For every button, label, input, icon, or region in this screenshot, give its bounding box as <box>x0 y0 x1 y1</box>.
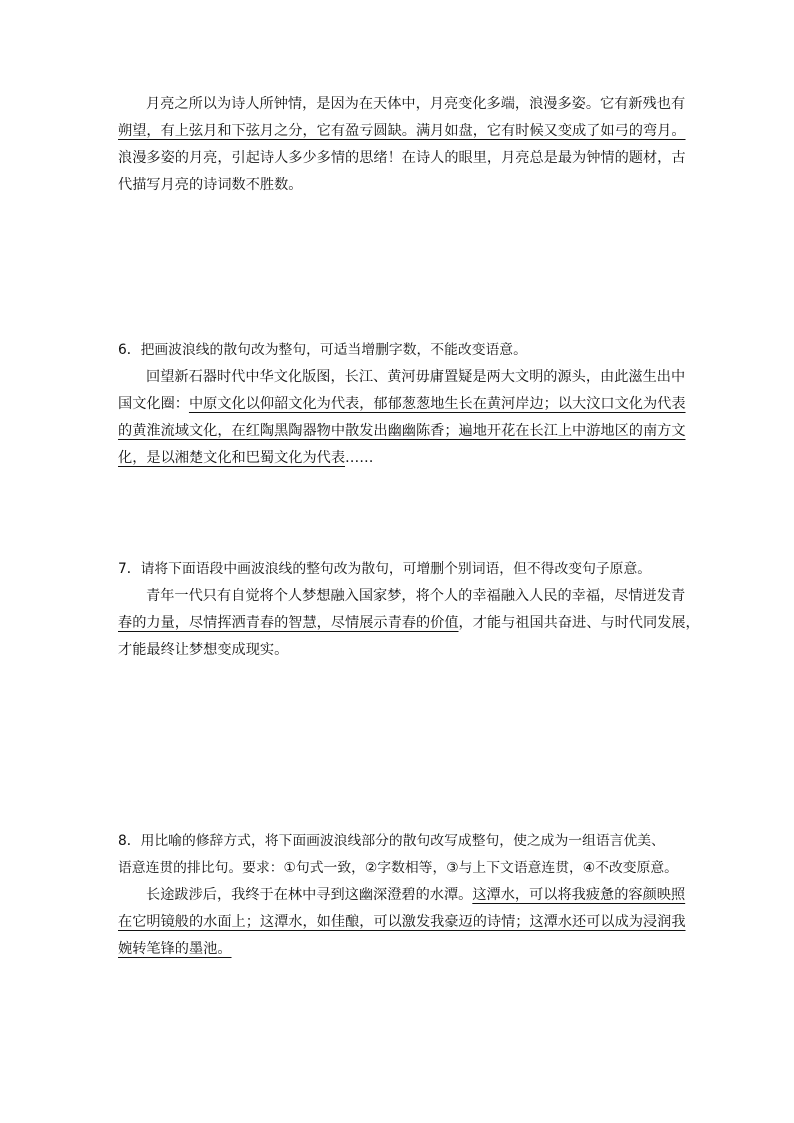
paragraph-line <box>118 583 686 610</box>
text-segment: 青年一代只有自觉将个人梦想融入国家梦，将个人的幸福融入人民的幸福，尽情迸发青 <box>146 588 686 604</box>
passage-intro <box>118 91 686 199</box>
paragraph-line <box>118 882 686 909</box>
text-segment: ，才能与祖国共奋进、与时代同发展， <box>458 615 700 631</box>
underlined-text: 婉转笔锋的墨池。 <box>118 941 232 957</box>
paragraph-line <box>118 145 686 172</box>
paragraph-line <box>118 91 686 118</box>
underlined-text: 朔望，有上弦月和下弦月之分，它有盈亏圆缺。满月如盘，它有时候又变成了如弓的弯月。 <box>118 123 686 139</box>
question-8-prompt-line-1: 8．用比喻的修辞方式，将下面画波浪线部分的散句改写成整句，使之成为一组语言优美、 <box>118 833 665 849</box>
paragraph-line <box>118 418 686 445</box>
question-6 <box>118 337 686 472</box>
paragraph-line <box>118 172 686 199</box>
paragraph-line <box>118 391 686 418</box>
underlined-text: 春的力量，尽情挥洒青春的智慧，尽情展示青春的价值 <box>118 615 459 631</box>
question-7-prompt: 7．请将下面语段中画波浪线的整句改为散句，可增删个别词语，但不得改变句子原意。 <box>118 561 652 577</box>
text-segment: 月亮之所以为诗人所钟情，是因为在天体中，月亮变化多端，浪漫多姿。它有新残也有 <box>146 96 686 112</box>
underlined-text: 在它明镜般的水面上；这潭水，如佳酿，可以激发我豪迈的诗情；这潭水还可以成为浸润我 <box>118 914 686 930</box>
question-8-prompt-line-2: 语意连贯的排比句。要求：①句式一致，②字数相等，③与上下文语意连贯，④不改变原意。 <box>118 860 678 876</box>
underlined-text: 中原文化以仰韶文化为代表，郁郁葱葱地生长在黄河岸边；以大汶口文化为代表 <box>188 396 686 412</box>
text-segment: 才能最终让梦想变成现实。 <box>118 642 289 658</box>
underlined-text: 化，是以湘楚文化和巴蜀文化为代表 <box>118 450 346 466</box>
question-6-prompt: 6．把画波浪线的散句改为整句，可适当增删字数，不能改变语意。 <box>118 342 527 358</box>
underlined-text: 的黄淮流域文化，在红陶黑陶器物中散发出幽幽陈香；遍地开花在长江上中游地区的南方文 <box>118 423 686 439</box>
paragraph-line <box>118 909 686 936</box>
question-7 <box>118 556 700 664</box>
paragraph-line <box>118 610 700 637</box>
text-segment: 国文化圈： <box>118 396 189 412</box>
paragraph-line <box>118 118 686 145</box>
paragraph-line <box>118 445 686 472</box>
text-segment: 长途跋涉后，我终于在林中寻到这幽深澄碧的水潭。 <box>146 887 473 903</box>
question-8 <box>118 828 686 963</box>
text-segment: …… <box>345 450 374 466</box>
text-segment: 浪漫多姿的月亮，引起诗人多少多情的思绪！在诗人的眼里，月亮总是最为钟情的题材，古 <box>118 150 686 166</box>
underlined-text: 这潭水，可以将我疲惫的容颜映照 <box>472 887 686 903</box>
paragraph-line <box>118 637 686 664</box>
paragraph-line <box>118 936 686 963</box>
text-segment: 回望新石器时代中华文化版图，长江、黄河毋庸置疑是两大文明的源头，由此滋生出中 <box>146 369 686 385</box>
paragraph-line <box>118 364 686 391</box>
text-segment: 代描写月亮的诗词数不胜数。 <box>118 177 303 193</box>
